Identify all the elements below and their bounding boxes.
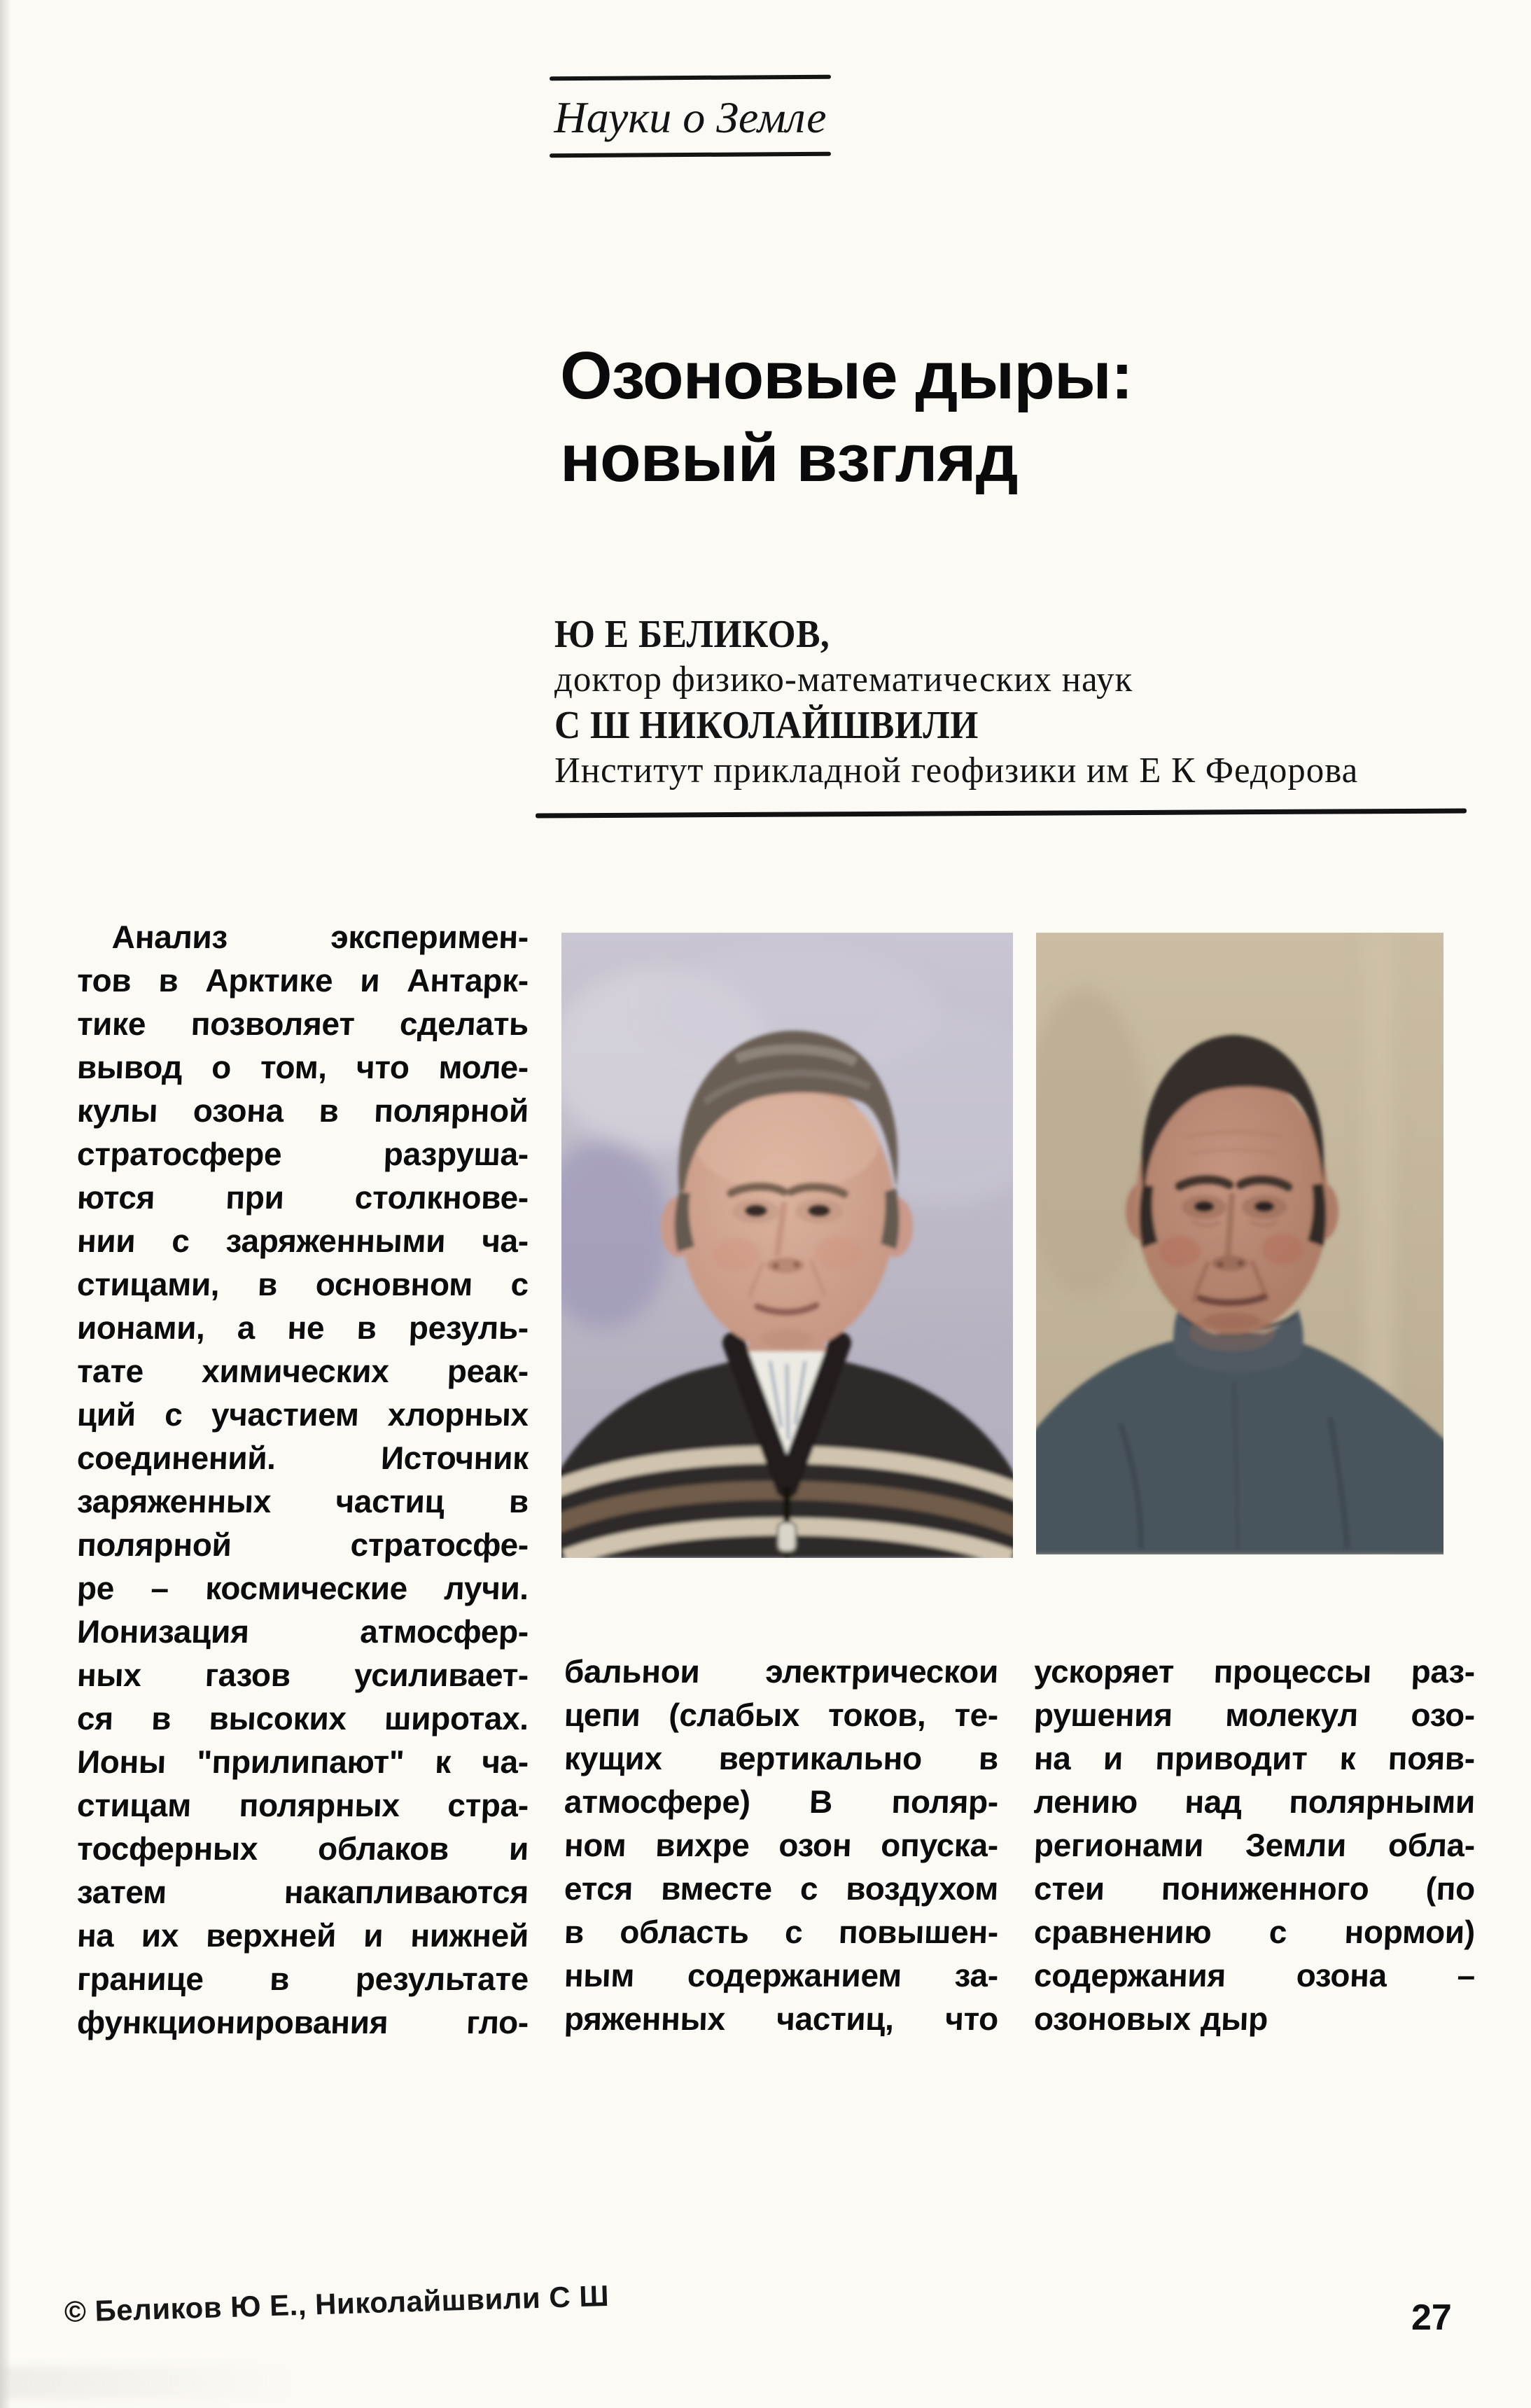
text-line: стратосфере разруша- bbox=[76, 1136, 529, 1172]
text-line: в область с повышен- bbox=[564, 1914, 999, 1950]
text-line: ре – космические лучи. bbox=[76, 1570, 529, 1606]
author-name-1: Ю Е БЕЛИКОВ, bbox=[554, 613, 830, 656]
title-line-1: Озоновые дыры: bbox=[560, 338, 1133, 413]
text-line: ионами, а не в резуль- bbox=[76, 1309, 529, 1346]
text-line: на и приводит к появ- bbox=[1033, 1740, 1476, 1776]
text-line: стицами, в основном с bbox=[76, 1266, 529, 1302]
column-right bbox=[1034, 1650, 1475, 2040]
text-line: цепи (слабых токов, те- bbox=[564, 1697, 999, 1733]
portrait-right-image bbox=[1036, 933, 1443, 1554]
text-line: границе в результате bbox=[76, 1961, 529, 1997]
column-left bbox=[77, 915, 529, 2044]
portrait-photo-left bbox=[561, 933, 1013, 1558]
text-line: полярной стратосфе- bbox=[76, 1526, 529, 1563]
text-line: Анализ эксперимен- bbox=[111, 919, 529, 955]
scan-edge-shadow bbox=[0, 0, 11, 2408]
text-line: ются при столкнове- bbox=[76, 1179, 529, 1216]
text-line: нии с заряженными ча- bbox=[76, 1223, 529, 1259]
footer-copyright: © Беликов Ю Е., Николайшвили С Ш bbox=[64, 2278, 610, 2328]
rubric bbox=[550, 76, 831, 157]
text-line: рушения молекул озо- bbox=[1033, 1697, 1476, 1733]
author-block bbox=[554, 613, 1478, 795]
text-line: ется вместе с воздухом bbox=[564, 1870, 999, 1907]
authors-divider-rule bbox=[536, 809, 1467, 819]
title-line-2: новый взгляд bbox=[560, 421, 1018, 496]
text-line: на их верхней и нижней bbox=[76, 1917, 529, 1954]
text-line: вывод о том, что моле- bbox=[76, 1049, 529, 1085]
text-line: тате химических реак- bbox=[76, 1353, 529, 1389]
text-line: содержания озона – bbox=[1033, 1957, 1476, 1993]
article-title bbox=[560, 335, 1330, 500]
text-line: ускоряет процессы раз- bbox=[1033, 1653, 1476, 1690]
text-line: лению над полярными bbox=[1033, 1783, 1476, 1820]
text-line: Ионизация атмосфер- bbox=[76, 1613, 529, 1650]
text-line: сравнению с нормои) bbox=[1033, 1914, 1476, 1950]
text-line: кущих вертикально в bbox=[564, 1740, 999, 1776]
text-line: ся в высоких широтах. bbox=[76, 1700, 529, 1737]
text-line: заряженных частиц в bbox=[76, 1483, 529, 1519]
text-line: кулы озона в полярной bbox=[76, 1092, 529, 1129]
text-line: ном вихре озон опуска- bbox=[564, 1827, 999, 1863]
text-line: тике позволяет сделать bbox=[76, 1005, 529, 1042]
text-line: затем накапливаются bbox=[76, 1874, 529, 1910]
text-line: ных газов усиливает- bbox=[76, 1657, 529, 1693]
text-line: Ионы "прилипают" к ча- bbox=[76, 1744, 529, 1780]
text-line: озоновых дыр bbox=[1033, 2000, 1269, 2037]
text-line: функционирования гло- bbox=[76, 2004, 529, 2040]
text-line: ным содержанием за- bbox=[564, 1957, 999, 1993]
author-name-2: С Ш НИКОЛАЙШВИЛИ bbox=[554, 704, 979, 747]
portrait-left-image bbox=[561, 933, 1013, 1558]
text-line: регионами Земли обла- bbox=[1033, 1827, 1476, 1863]
text-line: стеи пониженного (по bbox=[1033, 1870, 1476, 1907]
text-line: соединений. Источник bbox=[76, 1440, 529, 1476]
text-line: тосферных облаков и bbox=[76, 1830, 529, 1867]
scan-smudge bbox=[0, 2367, 294, 2399]
text-line: атмосфере) В поляр- bbox=[564, 1783, 999, 1820]
portrait-photo-right bbox=[1036, 933, 1443, 1554]
text-line: ряженных частиц, что bbox=[564, 2000, 999, 2037]
text-line: тов в Арктике и Антарк- bbox=[76, 962, 529, 998]
page-number: 27 bbox=[1411, 2297, 1452, 2338]
text-line: бальнои электрическои bbox=[564, 1653, 999, 1690]
rubric-rule-bottom bbox=[550, 152, 831, 158]
text-line: стицам полярных стра- bbox=[76, 1787, 529, 1823]
column-middle bbox=[564, 1650, 998, 2040]
text-line: ций с участием хлорных bbox=[76, 1396, 529, 1433]
author-affiliation: Институт прикладной геофизики им Е К Федорова bbox=[554, 751, 1359, 791]
author-degree-1: доктор физико-математических наук bbox=[554, 660, 1133, 700]
rubric-label: Науки о Земле bbox=[554, 92, 827, 142]
